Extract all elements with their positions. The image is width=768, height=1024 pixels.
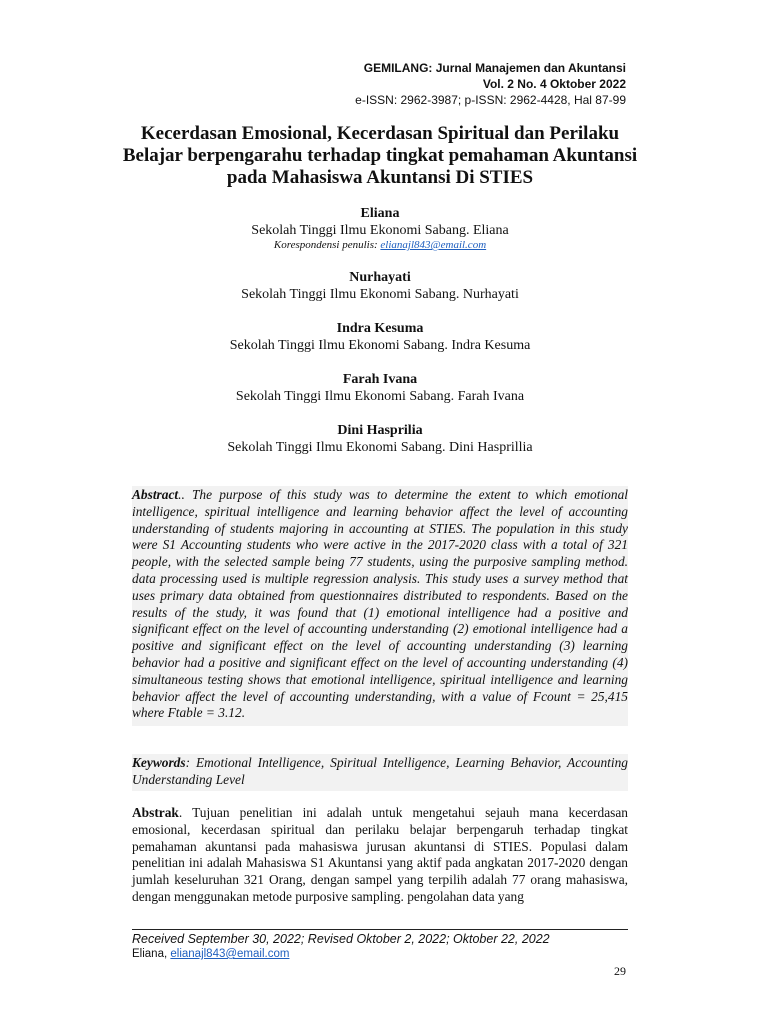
journal-volume: Vol. 2 No. 4 Oktober 2022 (482, 77, 626, 91)
author-block (120, 205, 640, 252)
author-name: Farah Ivana (342, 372, 418, 387)
journal-name: GEMILANG: Jurnal Manajemen dan Akuntansi (363, 61, 626, 75)
abstract-english (132, 486, 628, 726)
footer-email-link[interactable]: elianajl843@email.com (170, 948, 290, 960)
footer-contact (132, 947, 628, 962)
abstrak-text: . Tujuan penelitian ini adalah untuk mengetahui sejauh mana kecerdasan emosional, kecerdasan spiritual dan perilaku belajar berpengaruh terhadap tingkat pemahaman akuntansi pada mahasiswa jurusan akuntansi di STIES. Populasi dalam penelitian ini adalah Mahasiswa S1 Akuntansi yang aktif pada angkatan 2017-2020 dengan jumlah keseluruhan 321 Orang, dengan sampel yang terpilih adalah 77 orang mahasiswa, dengan menggunakan metode purposive sampling. pengolahan data yang (132, 805, 628, 904)
abstract-indonesian (132, 805, 628, 906)
keywords-block (132, 754, 628, 791)
author-name: Dini Hasprilia (337, 423, 423, 438)
footer-contact-name: Eliana, (132, 948, 168, 960)
journal-issn: e-ISSN: 2962-3987; p-ISSN: 2962-4428, Hal 87-99 (355, 93, 626, 107)
correspondence-email-link[interactable]: elianajl843@email.com (380, 239, 487, 251)
author-block (120, 269, 640, 303)
author-block (120, 422, 640, 456)
keywords-label: Keywords (132, 755, 186, 770)
author-block (120, 371, 640, 405)
author-name: Indra Kesuma (336, 321, 424, 336)
abstract-label: Abstract (132, 487, 179, 502)
abstrak-label: Abstrak (132, 805, 179, 820)
correspondence-label: Korespondensi penulis: (273, 239, 378, 251)
author-affiliation: Sekolah Tinggi Ilmu Ekonomi Sabang. Dini Hasprillia (227, 440, 533, 455)
author-affiliation: Sekolah Tinggi Ilmu Ekonomi Sabang. Indra Kesuma (229, 338, 531, 353)
correspondence-line (120, 239, 640, 252)
author-name: Eliana (360, 206, 400, 221)
footer-divider (132, 929, 628, 930)
author-affiliation: Sekolah Tinggi Ilmu Ekonomi Sabang. Farah Ivana (235, 389, 525, 404)
author-name: Nurhayati (349, 270, 411, 285)
page-footer (132, 931, 628, 962)
page-number: 29 (614, 964, 626, 978)
received-dates: Received September 30, 2022; Revised Oktober 2, 2022; Oktober 22, 2022 (132, 932, 550, 946)
abstract-text: .. The purpose of this study was to determine the extent to which emotional intelligence, spiritual intelligence and learning behavior affect the level of accounting understanding of students majoring in accounting at STIES. The population in this study were S1 Accounting students who were active in the 2017-2020 class with a total of 321 people, with the selected sample being 77 students, using the purposive sampling method. data processing used is multiple regression analysis. This study uses a survey method that uses primary data obtained from questionnaires distributed to respondents. Based on the results of the study, it was found that (1) emotional intelligence had a positive and significant effect on the level of accounting understanding (2) emotional intelligence had a positive and significant effect on the level of accounting understanding (3) learning behavior had a positive and significant effect on the level of accounting understanding (4) simultaneous testing shows that emotional intelligence, spiritual intelligence and learning behavior affect the level of accounting understanding, with a value of Fcount = 25,415 where Ftable = 3.12. (132, 487, 628, 721)
author-affiliation: Sekolah Tinggi Ilmu Ekonomi Sabang. Nurhayati (241, 287, 519, 302)
author-affiliation: Sekolah Tinggi Ilmu Ekonomi Sabang. Eliana (251, 223, 509, 238)
paper-title: Kecerdasan Emosional, Kecerdasan Spiritual dan Perilaku Belajar berpengarahu terhadap tingkat pemahaman Akuntansi pada Mahasiswa Akuntansi Di STIES (122, 123, 638, 188)
author-list (120, 205, 640, 473)
keywords-text: : Emotional Intelligence, Spiritual Intelligence, Learning Behavior, Accounting Understanding Level (132, 755, 628, 787)
author-block (120, 320, 640, 354)
journal-header (355, 60, 626, 108)
